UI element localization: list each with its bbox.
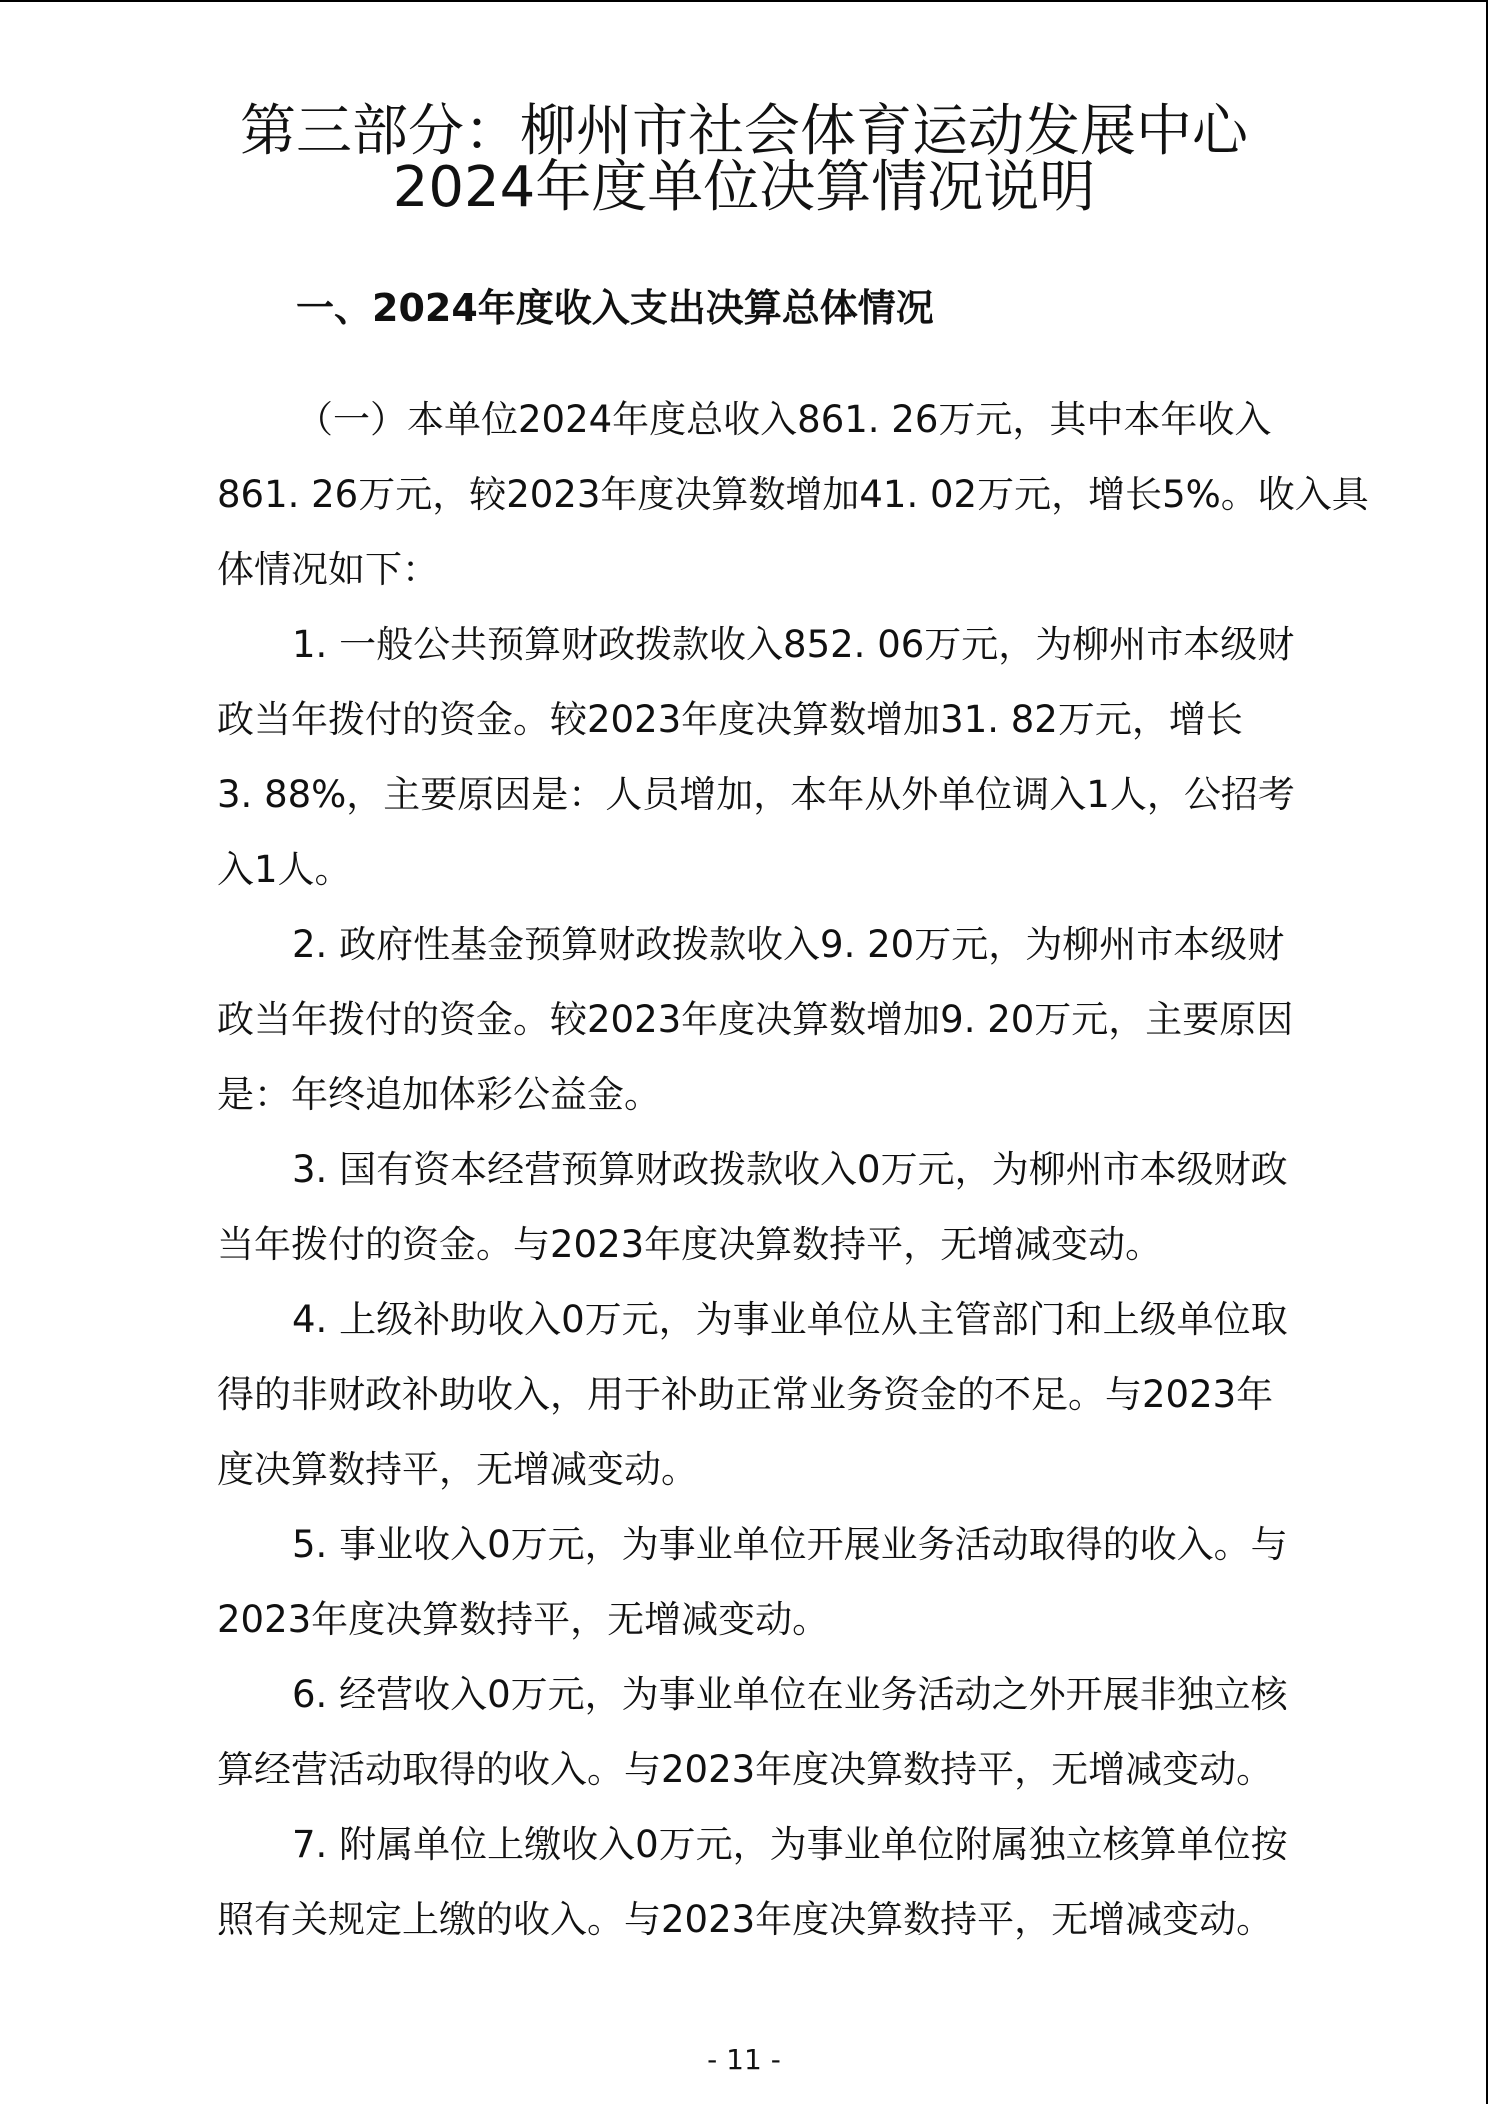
page-top-border	[0, 0, 1488, 2]
body-line-16: 5. 事业收入0万元，为事业单位开展业务活动取得的收入。与	[292, 1523, 1288, 1566]
body-line-11: 3. 国有资本经营预算财政拨款收入0万元，为柳州市本级财政	[292, 1148, 1288, 1191]
body-line-17: 2023年度决算数持平，无增减变动。	[217, 1598, 830, 1641]
section-heading: 一、2024年度收入支出决算总体情况	[296, 286, 934, 330]
body-line-02: 861. 26万元，较2023年度决算数增加41. 02万元，增长5%。收入具	[217, 473, 1369, 516]
document-title-line-2: 2024年度单位决算情况说明	[392, 155, 1096, 220]
page-number: - 11 -	[707, 2043, 781, 2076]
body-line-07: 入1人。	[217, 848, 352, 891]
document-title-line-1: 第三部分：柳州市社会体育运动发展中心	[240, 99, 1248, 164]
body-line-18: 6. 经营收入0万元，为事业单位在业务活动之外开展非独立核	[292, 1673, 1288, 1716]
body-line-20: 7. 附属单位上缴收入0万元，为事业单位附属独立核算单位按	[292, 1823, 1288, 1866]
body-line-15: 度决算数持平，无增减变动。	[217, 1448, 698, 1491]
body-line-19: 算经营活动取得的收入。与2023年度决算数持平，无增减变动。	[217, 1748, 1274, 1791]
body-line-13: 4. 上级补助收入0万元，为事业单位从主管部门和上级单位取	[292, 1298, 1288, 1341]
body-line-08: 2. 政府性基金预算财政拨款收入9. 20万元，为柳州市本级财	[292, 923, 1285, 966]
body-line-12: 当年拨付的资金。与2023年度决算数持平，无增减变动。	[217, 1223, 1163, 1266]
body-line-09: 政当年拨付的资金。较2023年度决算数增加9. 20万元，主要原因	[217, 998, 1294, 1041]
body-line-04: 1. 一般公共预算财政拨款收入852. 06万元，为柳州市本级财	[292, 623, 1295, 666]
body-line-05: 政当年拨付的资金。较2023年度决算数增加31. 82万元，增长	[217, 698, 1243, 741]
body-line-10: 是：年终追加体彩公益金。	[217, 1073, 661, 1116]
body-line-14: 得的非财政补助收入，用于补助正常业务资金的不足。与2023年	[217, 1373, 1274, 1416]
body-line-21: 照有关规定上缴的收入。与2023年度决算数持平，无增减变动。	[217, 1898, 1274, 1941]
body-line-03: 体情况如下：	[217, 548, 439, 591]
body-line-06: 3. 88%，主要原因是：人员增加，本年从外单位调入1人，公招考	[217, 773, 1295, 816]
body-line-01: （一）本单位2024年度总收入861. 26万元，其中本年收入	[296, 398, 1272, 441]
